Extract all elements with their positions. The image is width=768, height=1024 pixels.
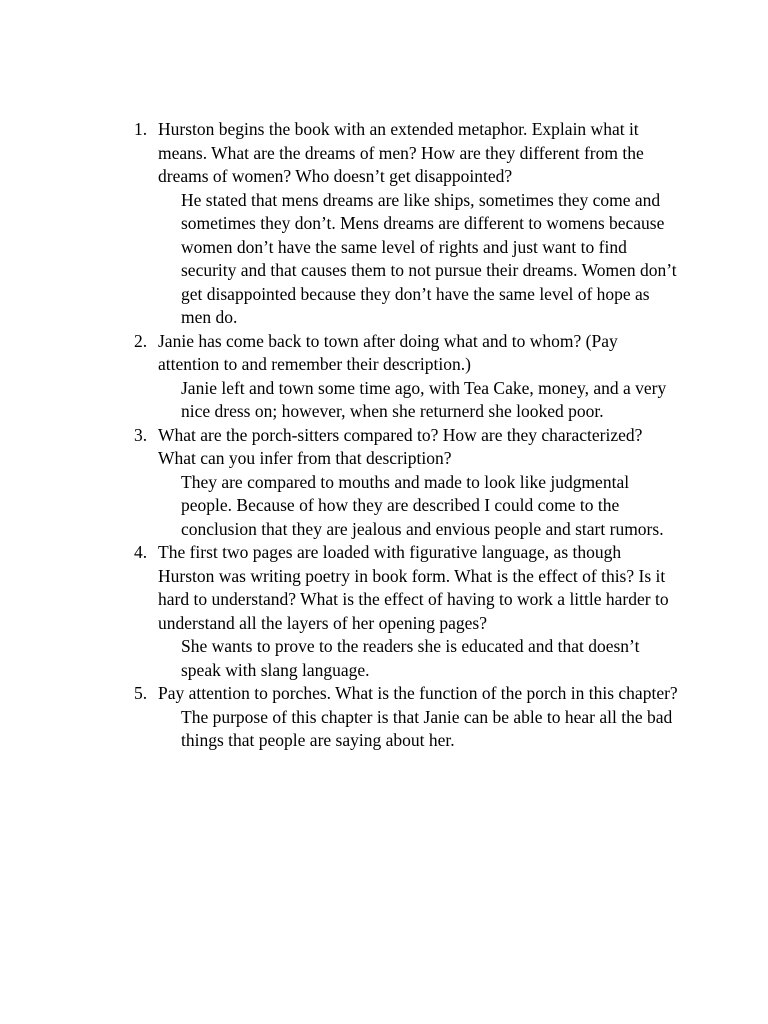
question-item-4 — [134, 541, 678, 682]
question-text: Pay attention to porches. What is the function of the porch in this chapter? — [158, 683, 678, 703]
question-item-2 — [134, 330, 678, 424]
question-item-3 — [134, 424, 678, 542]
question-item-1 — [134, 118, 678, 330]
question-number: 3. — [134, 424, 148, 445]
question-text: What are the porch-sitters compared to? How are they characterized? What can you infer from that description? — [158, 424, 643, 468]
answer-text: They are compared to mouths and made to look like judgmental people. Because of how they are described I could come to the conclusion that they are jealous and envious people and start rumors. — [181, 471, 664, 539]
question-text: Hurston begins the book with an extended metaphor. Explain what it means. What are the dreams of men? How are they different from the dreams of women? Who doesn’t get disappointed? — [158, 119, 644, 186]
answer-text: He stated that mens dreams are like ships, sometimes they come and sometimes they don’t. Mens dreams are different to womens because women don’t have the same level of rights and just want to find security and that causes them to not pursue their dreams. Women don’t get disappointed because they don’t have the same level of hope as men do. — [181, 189, 677, 327]
question-text: The first two pages are loaded with figurative language, as though Hurston was writing poetry in book form. What is the effect of this? Is it hard to understand? What is the effect of having to work a little harder to understand all the layers of her opening pages? — [158, 542, 669, 633]
question-item-5 — [134, 682, 678, 753]
answer-text: The purpose of this chapter is that Janie can be able to hear all the bad things that people are saying about her. — [181, 706, 673, 750]
question-list — [134, 118, 678, 753]
answer-text: She wants to prove to the readers she is educated and that doesn’t speak with slang language. — [181, 636, 640, 680]
question-number: 5. — [134, 683, 148, 703]
question-number: 4. — [134, 542, 148, 562]
answer-text: Janie left and town some time ago, with Tea Cake, money, and a very nice dress on; however, when she returnerd she looked poor. — [181, 377, 667, 421]
question-number: 2. — [134, 330, 148, 351]
question-number: 1. — [134, 119, 148, 139]
question-text: Janie has come back to town after doing what and to whom? (Pay attention to and remember their description.) — [158, 330, 618, 374]
